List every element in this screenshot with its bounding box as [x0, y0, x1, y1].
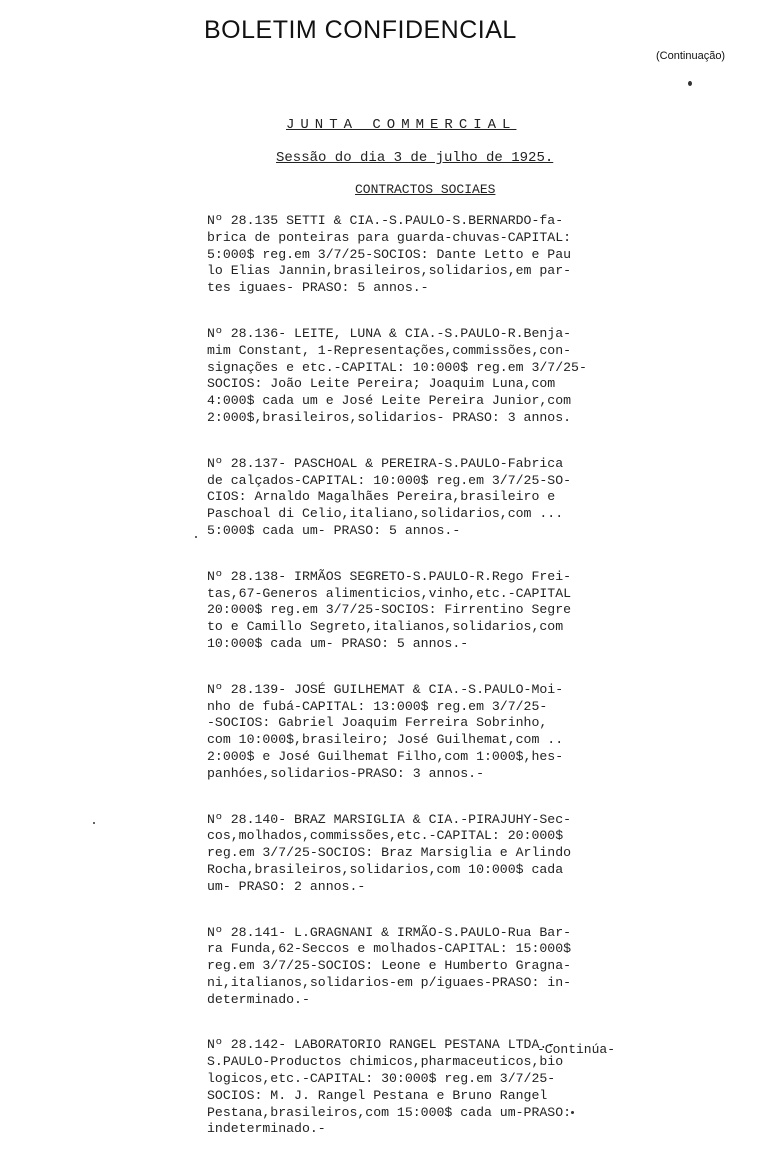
contract-entry-line: ra Funda,62-Seccos e molhados-CAPITAL: 15:000$ — [207, 941, 572, 957]
scan-speck — [195, 536, 197, 538]
contract-entry-line: CIOS: Arnaldo Magalhães Pereira,brasileiro e — [207, 489, 556, 505]
contract-entry-line: reg.em 3/7/25-SOCIOS: Leone e Humberto Gragna- — [207, 958, 572, 974]
contract-entry-line: Nº 28.141- L.GRAGNANI & IRMÃO-S.PAULO-Rua Bar- — [207, 924, 572, 940]
contract-entry — [207, 326, 677, 427]
contract-entry — [207, 569, 677, 653]
contract-entry — [207, 812, 677, 896]
contract-entry — [207, 213, 677, 297]
contract-entry-line: Nº 28.138- IRMÃOS SEGRETO-S.PAULO-R.Rego Frei- — [207, 568, 572, 584]
contracts-list — [207, 213, 677, 1167]
contract-entry-line: 5:000$ cada um- PRASO: 5 annos.- — [207, 522, 461, 538]
contract-entry-line: cos,molhados,commissões,etc.-CAPITAL: 20:000$ — [207, 828, 564, 844]
contract-entry-line: de calçados-CAPITAL: 10:000$ reg.em 3/7/25-SO- — [207, 472, 572, 488]
contract-entry-line: 2:000$ e José Guilhemat Filho,com 1:000$,hes- — [207, 748, 564, 764]
scan-speck — [688, 81, 692, 86]
contract-entry-line: SOCIOS: João Leite Pereira; Joaquim Luna,com — [207, 376, 556, 392]
contract-entry — [207, 925, 677, 1009]
contract-entry-line: Nº 28.135 SETTI & CIA.-S.PAULO-S.BERNARDO-fa- — [207, 213, 564, 228]
contract-entry-line: SOCIOS: M. J. Rangel Pestana e Bruno Rangel — [207, 1087, 548, 1103]
contract-entry-line: Nº 28.136- LEITE, LUNA & CIA.-S.PAULO-R.Benja- — [207, 325, 572, 341]
scan-speck — [93, 822, 95, 824]
contract-entry-line: com 10:000$,brasileiro; José Guilhemat,com .. — [207, 732, 564, 748]
contracts-heading: CONTRACTOS SOCIAES — [355, 182, 496, 197]
contract-entry-line: tas,67-Generos alimenticios,vinho,etc.-CAPITAL — [207, 585, 572, 601]
contract-entry-line: Paschoal di Celio,italiano,solidarios,com ... — [207, 506, 564, 522]
contract-entry-line: nho de fubá-CAPITAL: 13:000$ reg.em 3/7/25- — [207, 698, 548, 714]
contract-entry-line: Nº 28.137- PASCHOAL & PEREIRA-S.PAULO-Fabrica — [207, 455, 564, 471]
contract-entry-line: S.PAULO-Productos chimicos,pharmaceuticos,bio — [207, 1054, 564, 1070]
section-heading-junta: JUNTA COMMERCIAL — [286, 117, 517, 133]
contract-entry — [207, 456, 677, 540]
continues-note: -Continúa- — [537, 1042, 616, 1057]
contract-entry-line: Nº 28.140- BRAZ MARSIGLIA & CIA.-PIRAJUHY-Sec- — [207, 811, 572, 827]
contract-entry-line: ni,italianos,solidarios-em p/iguaes-PRASO: in- — [207, 974, 572, 990]
contract-entry-line: Nº 28.142- LABORATORIO RANGEL PESTANA LTDA.- — [207, 1037, 556, 1053]
contract-entry-line: 2:000$,brasileiros,solidarios- PRASO: 3 annos. — [207, 409, 572, 425]
contract-entry-line: indeterminado.- — [207, 1121, 326, 1137]
scan-speck — [571, 1111, 574, 1114]
session-date-heading: Sessão do dia 3 de julho de 1925. — [276, 150, 554, 166]
contract-entry-line: lo Elias Jannin,brasileiros,solidarios,em par- — [207, 263, 572, 279]
contract-entry-line: reg.em 3/7/25-SOCIOS: Braz Marsiglia e Arlindo — [207, 845, 572, 861]
contract-entry-line: 20:000$ reg.em 3/7/25-SOCIOS: Firrentino Segre — [207, 602, 572, 618]
contract-entry-line: brica de ponteiras para guarda-chuvas-CAPITAL: — [207, 229, 572, 245]
contract-entry-line: Pestana,brasileiros,com 15:000$ cada um-PRASO: — [207, 1104, 572, 1120]
contract-entry-line: mim Constant, 1-Representações,commissões,con- — [207, 342, 572, 358]
document-title: BOLETIM CONFIDENCIAL — [204, 16, 517, 44]
contract-entry-line: tes iguaes- PRASO: 5 annos.- — [207, 280, 429, 296]
contract-entry-line: -SOCIOS: Gabriel Joaquim Ferreira Sobrinho, — [207, 715, 548, 731]
contract-entry-line: determinado.- — [207, 991, 310, 1007]
contract-entry-line: Nº 28.139- JOSÉ GUILHEMAT & CIA.-S.PAULO-Moi- — [207, 681, 564, 697]
contract-entry-line: 5:000$ reg.em 3/7/25-SOCIOS: Dante Letto e Pau — [207, 246, 572, 262]
contract-entry-line: logicos,etc.-CAPITAL: 30:000$ reg.em 3/7/25- — [207, 1071, 556, 1087]
continuation-note: (Continuação) — [656, 50, 726, 62]
contract-entry — [207, 682, 677, 783]
contract-entry-line: to e Camillo Segreto,italianos,solidarios,com — [207, 619, 564, 635]
contract-entry-line: 4:000$ cada um e José Leite Pereira Junior,com — [207, 393, 572, 409]
contract-entry-line: 10:000$ cada um- PRASO: 5 annos.- — [207, 635, 469, 651]
contract-entry-line: signações e etc.-CAPITAL: 10:000$ reg.em 3/7/25- — [207, 359, 587, 375]
contract-entry-line: um- PRASO: 2 annos.- — [207, 878, 366, 894]
contract-entry-line: panhóes,solidarios-PRASO: 3 annos.- — [207, 765, 484, 781]
contract-entry-line: Rocha,brasileiros,solidarios,com 10:000$ cada — [207, 861, 564, 877]
